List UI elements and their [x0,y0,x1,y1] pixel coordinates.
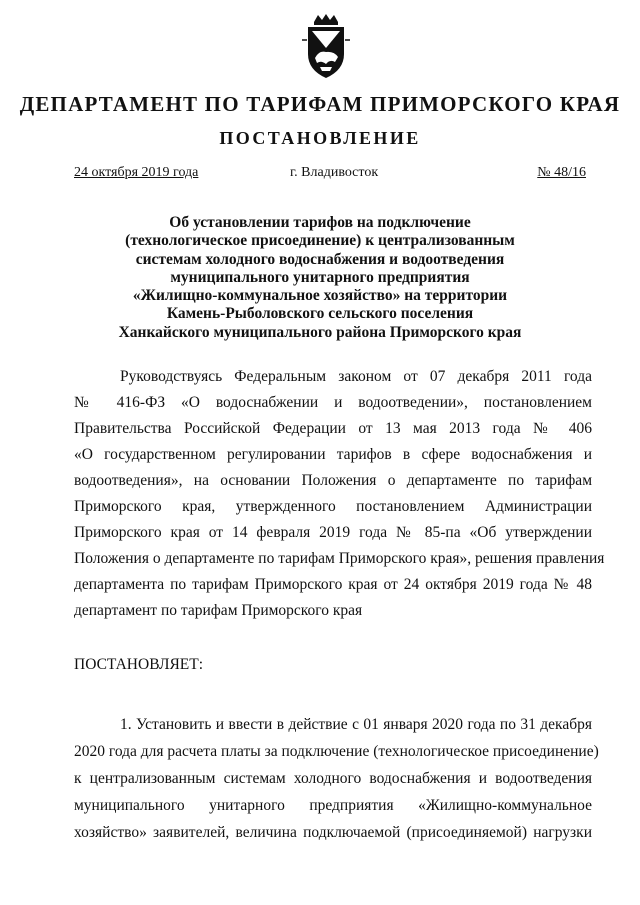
preamble-paragraph [74,364,605,624]
document-city: г. Владивосток [290,165,379,180]
text-line: департамента по тарифам Приморского края от 24 октября 2019 года № 48 [74,576,592,593]
title-line: (технологическое присоединение) к централизованным [125,232,515,250]
title-line: системам холодного водоснабжения и водоотведения [135,250,505,268]
text-line: «О государственном регулировании тарифов в сфере водоснабжения и [74,446,592,463]
text-line: Правительства Российской Федерации от 13 мая 2013 года № 406 [74,420,592,437]
document-number: № 48/16 [537,165,586,180]
title-line: Камень-Рыболовского сельского поселения [166,305,474,323]
text-line: Положения о департаменте по тарифам Приморского края», решения правления [74,550,605,567]
text-line: № 416-ФЗ «О водоснабжении и водоотведении», постановлением [74,394,592,411]
text-line: водоотведения», на основании Положения о департаменте по тарифам [74,472,592,489]
text-line: 1. Установить и ввести в действие с 01 января 2020 года по 31 декабря [120,716,592,733]
coat-of-arms-icon [294,12,358,84]
document-date: 24 октября 2019 года [74,165,199,180]
title-line: муниципального унитарного предприятия [170,268,470,286]
text-line: департамент по тарифам Приморского края [74,602,363,619]
title-line: «Жилищно-коммунальное хозяйство» на территории [132,287,508,305]
text-line: к централизованным системам холодного водоснабжения и водоотведения [74,770,592,787]
document-title [80,214,560,342]
title-line: Об установлении тарифов на подключение [169,214,471,231]
text-line: 2020 года для расчета платы за подключение (технологическое присоединение) [74,743,599,760]
resolve-heading: ПОСТАНОВЛЯЕТ: [74,656,204,673]
title-line: Ханкайского муниципального района Приморского края [118,323,522,341]
document-type: ПОСТАНОВЛЕНИЕ [219,128,421,148]
text-line: Приморского края, утвержденного постановлением Администрации [74,498,592,515]
text-line: хозяйство» заявителей, величина подключаемой (присоединяемой) нагрузки [74,824,592,841]
text-line: Приморского края от 14 февраля 2019 года № 85-па «Об утверждении [74,524,592,541]
item-1-paragraph [74,711,599,846]
text-line: Руководствуясь Федеральным законом от 07 декабря 2011 года [120,368,592,385]
department-name: ДЕПАРТАМЕНТ ПО ТАРИФАМ ПРИМОРСКОГО КРАЯ [19,92,621,116]
text-line: муниципального унитарного предприятия «Жилищно-коммунальное [74,797,592,814]
